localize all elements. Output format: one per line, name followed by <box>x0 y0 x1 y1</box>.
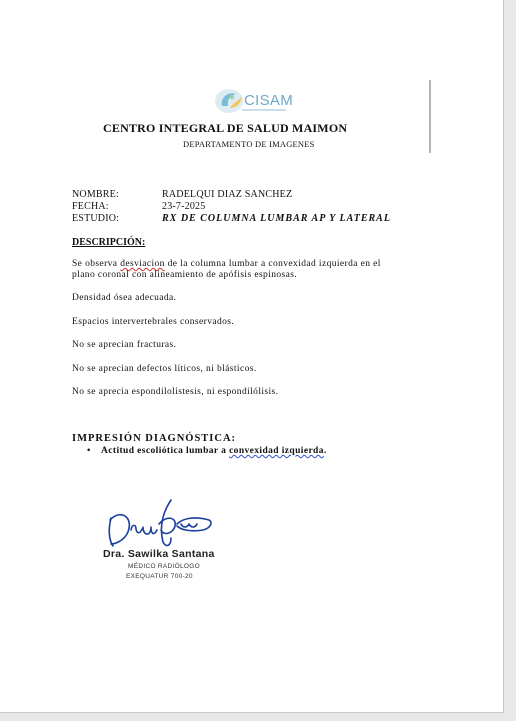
description-p1-end: de la columna lumbar a convexidad izquierda en el <box>164 259 381 269</box>
date-label: FECHA: <box>72 201 109 212</box>
description-paragraph-4: No se aprecian fracturas. <box>72 340 177 350</box>
report-date: 23-7-2025 <box>162 201 206 212</box>
impression-item <box>87 446 327 456</box>
department-name: DEPARTAMENTO DE IMAGENES <box>183 139 315 149</box>
header-divider <box>429 80 431 153</box>
doctor-role: MÉDICO RADIÓLOGO <box>128 563 200 570</box>
description-p1-start: Se observa <box>72 259 121 269</box>
description-paragraph-3: Espacios intervertebrales conservados. <box>72 317 235 327</box>
impression-title: IMPRESIÓN DIAGNÓSTICA: <box>72 433 237 444</box>
description-paragraph-1 <box>72 259 417 281</box>
bullet-icon: • <box>87 446 91 456</box>
description-title: DESCRIPCIÓN: <box>72 237 146 248</box>
description-paragraph-2: Densidad ósea adecuada. <box>72 293 177 303</box>
study-label: ESTUDIO: <box>72 213 120 224</box>
patient-name: RADELQUI DIAZ SANCHEZ <box>162 189 293 200</box>
doctor-exequatur: EXEQUATUR 700-20 <box>126 573 193 580</box>
logo-tagline-line <box>242 109 286 111</box>
description-paragraph-5: No se aprecian defectos líticos, ni blásticos. <box>72 364 257 374</box>
description-paragraph-6: No se aprecia espondilolistesis, ni espondilólisis. <box>72 387 279 397</box>
impression-item-end: . <box>323 446 327 456</box>
handwritten-signature <box>105 494 217 552</box>
cisam-logo-icon <box>212 86 246 116</box>
logo-text: CISAM <box>244 92 294 109</box>
name-label: NOMBRE: <box>72 189 119 200</box>
organization-name: CENTRO INTEGRAL DE SALUD MAIMON <box>103 121 348 135</box>
spelling-error-word: desviacion <box>120 259 165 269</box>
description-p1-line2: plano coronal con alineamiento de apófisis espinosas. <box>72 270 298 280</box>
doctor-name: Dra. Sawilka Santana <box>103 548 215 560</box>
impression-item-start: Actitud escoliótica lumbar a <box>101 446 230 456</box>
cisam-logo <box>212 86 292 116</box>
study-name: RX DE COLUMNA LUMBAR AP Y LATERAL <box>162 213 391 224</box>
grammar-flag-text: convexidad izquierda <box>229 446 324 456</box>
